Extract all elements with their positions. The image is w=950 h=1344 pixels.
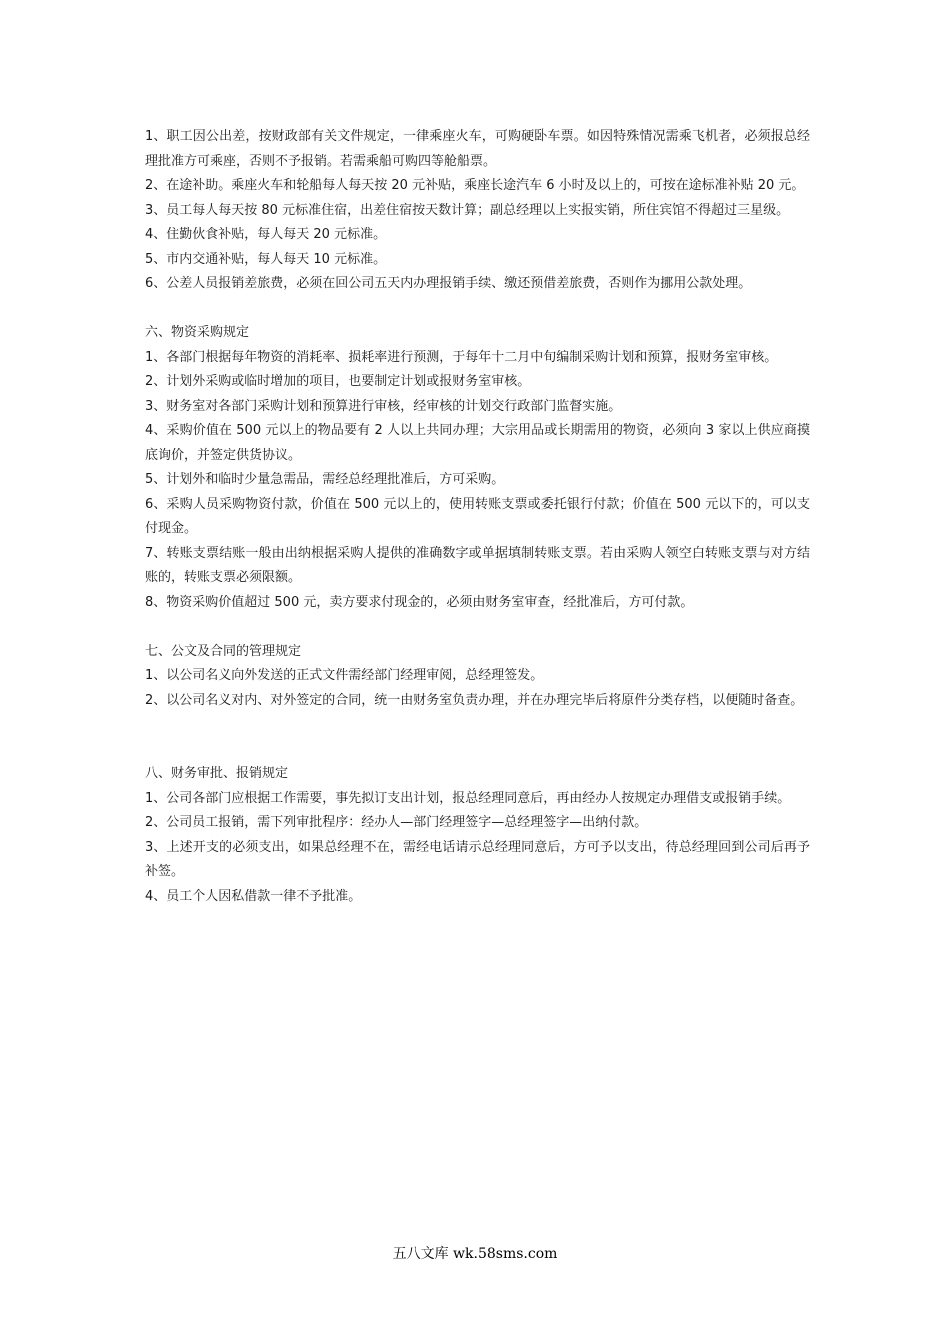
travel-item-5: 5、市内交通补贴，每人每天 10 元标准。	[145, 251, 387, 267]
section8-title: 八、财务审批、报销规定	[145, 766, 289, 781]
section8-item-3: 3、上述开支的必须支出，如果总经理不在，需经电话请示总经理同意后，方可予以支出，待总经理回到公司后再予补签。	[145, 839, 810, 879]
section6-item-4: 4、采购价值在 500 元以上的物品要有 2 人以上共同办理；大宗用品或长期需用的物资，必须向 3 家以上供应商摸底询价，并签定供货协议。	[145, 423, 810, 463]
travel-item-4: 4、住勤伙食补贴，每人每天 20 元标准。	[145, 227, 387, 242]
section8-item-2: 2、公司员工报销，需下列审批程序：经办人—部门经理签字—总经理签字—出纳付款。	[145, 815, 648, 830]
section6-item-8: 8、物资采购价值超过 500 元，卖方要求付现金的，必须由财务室审查，经批准后，方可付款。	[145, 594, 694, 610]
travel-item-1: 1、职工因公出差，按财政部有关文件规定，一律乘座火车，可购硬卧车票。如因特殊情况需乘飞机者，必须报总经理批准方可乘座，否则不予报销。若需乘船可购四等舱船票。	[145, 129, 810, 169]
travel-item-6: 6、公差人员报销差旅费，必须在回公司五天内办理报销手续、缴还预借差旅费，否则作为挪用公款处理。	[145, 276, 752, 291]
section6-item-3: 3、财务室对各部门采购计划和预算进行审核，经审核的计划交行政部门监督实施。	[145, 398, 622, 414]
section7-title: 七、公文及合同的管理规定	[145, 643, 302, 659]
section7-item-1: 1、以公司名义向外发送的正式文件需经部门经理审阅，总经理签发。	[145, 668, 544, 683]
travel-item-3: 3、员工每人每天按 80 元标准住宿，出差住宿按天数计算；副总经理以上实报实销，所住宾馆不得超过三星级。	[145, 202, 790, 218]
section6-item-7: 7、转账支票结账一般由出纳根据采购人提供的准确数字或单据填制转账支票。若由采购人领空白转账支票与对方结账的，转账支票必须限额。	[145, 545, 810, 585]
section6-item-1: 1、各部门根据每年物资的消耗率、损耗率进行预测，于每年十二月中旬编制采购计划和预算，报财务室审核。	[145, 349, 778, 365]
section-spacer	[145, 713, 810, 762]
section-spacer	[145, 615, 810, 640]
section-spacer	[145, 297, 810, 322]
travel-item-2: 2、在途补助。乘座火车和轮船每人每天按 20 元补贴，乘座长途汽车 6 小时及以上的，可按在途标准补贴 20 元。	[145, 178, 805, 193]
footer-watermark: 五八文库 wk.58sms.com	[392, 1246, 558, 1262]
section7-item-2: 2、以公司名义对内、对外签定的合同，统一由财务室负责办理，并在办理完毕后将原件分类存档，以便随时备查。	[145, 692, 804, 708]
section6-title: 六、物资采购规定	[145, 325, 250, 340]
section6-item-5: 5、计划外和临时少量急需品，需经总经理批准后，方可采购。	[145, 472, 505, 487]
section6-item-2: 2、计划外采购或临时增加的项目，也要制定计划或报财务室审核。	[145, 374, 531, 389]
section8-item-4: 4、员工个人因私借款一律不予批准。	[145, 888, 362, 904]
section8-item-1: 1、公司各部门应根据工作需要，事先拟订支出计划，报总经理同意后，再由经办人按规定办理借支或报销手续。	[145, 790, 791, 806]
section6-item-6: 6、采购人员采购物资付款，价值在 500 元以上的，使用转账支票或委托银行付款；价值在 500 元以下的，可以支付现金。	[145, 496, 810, 536]
document-body	[145, 125, 810, 909]
